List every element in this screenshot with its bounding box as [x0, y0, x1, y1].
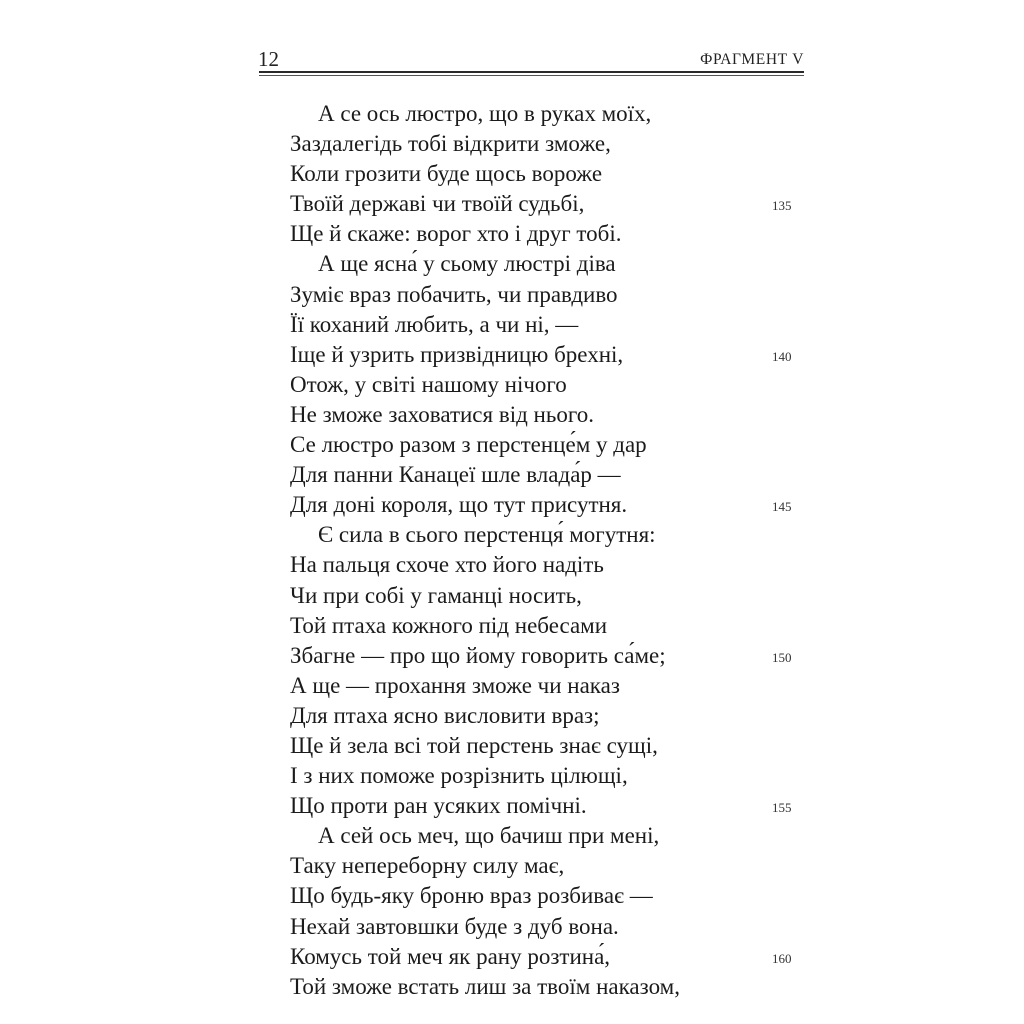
verse-line: [290, 430, 810, 460]
verse-line: [290, 671, 810, 701]
verse-line: [290, 942, 810, 972]
verse-line: [290, 460, 810, 490]
verse-text: Коли грозити буде щось вороже: [290, 161, 603, 187]
verse-line: [290, 761, 810, 791]
verse-line: [290, 370, 810, 400]
verse-text: Є сила в сього перстенця́ могутня:: [318, 522, 656, 548]
verse-text: А ще ясна́ у сьому люстрі діва: [318, 251, 616, 277]
verse-line: [290, 821, 810, 851]
verse-line: [290, 520, 810, 550]
verse-line: [290, 310, 810, 340]
verse-line: [290, 731, 810, 761]
line-number: 150: [772, 649, 792, 665]
line-number: 160: [772, 950, 792, 966]
verse-line: [290, 129, 810, 159]
verse-text: Не зможе заховатися від нього.: [290, 401, 594, 427]
verse-text: І з них поможе розрізнить цілющі,: [290, 763, 628, 789]
verse-text: Для доні короля, що тут присутня.: [290, 492, 628, 518]
verse-line: [290, 400, 810, 430]
verse-text: Що будь-яку броню враз розбиває —: [290, 883, 653, 909]
verse-text: А сей ось меч, що бачиш при мені,: [318, 823, 660, 849]
verse-line: [290, 550, 810, 580]
verse-text: Для панни Канацеї шле влада́р —: [290, 462, 621, 488]
verse-text: Отож, у світі нашому нічого: [290, 371, 567, 397]
line-number: 140: [772, 348, 792, 364]
verse-line: [290, 490, 810, 520]
poem-body: [290, 99, 810, 1002]
verse-line: [290, 912, 810, 942]
line-number: 135: [772, 198, 792, 214]
verse-line: [290, 611, 810, 641]
verse-text: А се ось люстро, що в руках моїх,: [318, 101, 652, 126]
verse-text: Комусь той меч як рану розтина́,: [290, 943, 611, 969]
verse-line: [290, 581, 810, 611]
verse-line: [290, 280, 810, 310]
verse-line: [290, 641, 810, 671]
page-number: 12: [258, 47, 279, 71]
verse-text: Твоїй державі чи твоїй судьбі,: [290, 191, 585, 217]
verse-text: На пальця схоче хто його надіть: [290, 552, 604, 578]
verse-text: Той зможе встать лиш за твоїм наказом,: [290, 973, 680, 999]
verse-text: А ще — прохання зможе чи наказ: [290, 672, 620, 698]
verse-text: Її коханий любить, а чи ні, —: [290, 311, 579, 337]
rule-thin-line: [259, 75, 804, 76]
verse-text: Збагне — про що йому говорить са́ме;: [290, 642, 666, 668]
verse-line: [290, 189, 810, 219]
verse-text: Іще й узрить призвідницю брехні,: [290, 341, 624, 367]
verse-text: Се люстро разом з перстенце́м у дар: [290, 432, 647, 458]
verse-text: Ще й скаже: ворог хто і друг тобі.: [290, 221, 622, 247]
verse-text: Таку непереборну силу має,: [290, 853, 565, 879]
verse-line: [290, 219, 810, 249]
running-head: [258, 44, 804, 74]
verse-line: [290, 249, 810, 279]
line-number: 145: [772, 499, 792, 515]
verse-text: Чи при собі у гаманці носить,: [290, 582, 582, 608]
verse-text: Що проти ран усяких помічні.: [290, 793, 587, 819]
verse-line: [290, 701, 810, 731]
verse-text: Ще й зела всі той перстень знає сущі,: [290, 732, 658, 758]
section-title: ФРАГМЕНТ V: [700, 51, 804, 68]
header-double-rule: [259, 71, 804, 77]
line-number: 155: [772, 800, 792, 816]
verse-line: [290, 851, 810, 881]
verse-line: [290, 972, 810, 1002]
verse-text: Заздалегідь тобі відкрити зможе,: [290, 131, 611, 157]
rule-thick-line: [259, 71, 804, 73]
verse-text: Нехай завтовшки буде з дуб вона.: [290, 913, 619, 939]
verse-line: [290, 159, 810, 189]
verse-text: Той птаха кожного під небесами: [290, 612, 608, 638]
verse-text: Зуміє враз побачить, чи правдиво: [290, 281, 618, 307]
verse-line: [290, 340, 810, 370]
verse-text: Для птаха ясно висловити враз;: [290, 702, 600, 728]
verse-line: [290, 881, 810, 911]
verse-line: [290, 791, 810, 821]
verse-line: [290, 99, 810, 129]
